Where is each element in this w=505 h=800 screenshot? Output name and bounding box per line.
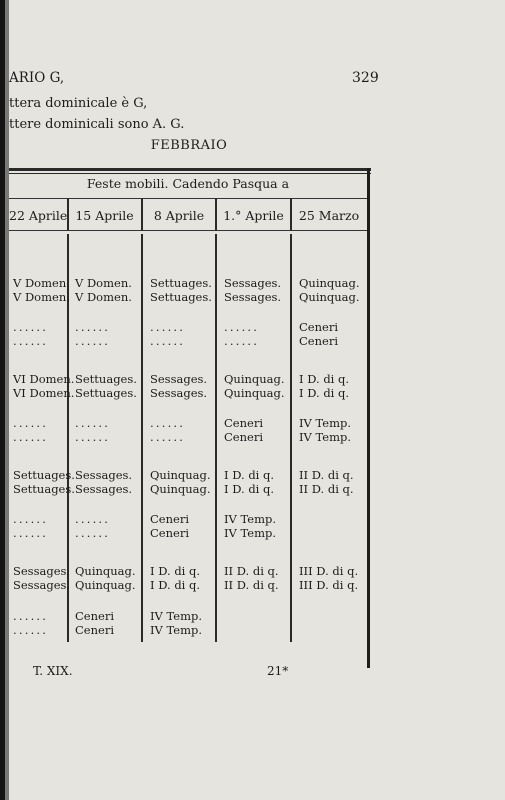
table-cell: Settuages. — [75, 372, 137, 386]
table-cell: IV Temp. — [224, 526, 277, 540]
table-cell: Sessages. — [150, 372, 208, 386]
table-cell: III D. di q. — [299, 578, 359, 592]
table-cell: ...... — [150, 334, 186, 348]
table-cell: Ceneri — [224, 416, 263, 430]
table-cell: V Domen. — [75, 276, 132, 290]
table-cell: Sessages. — [224, 276, 282, 290]
table-cell: Quinquag. — [224, 372, 285, 386]
table-cell: Sessages. — [75, 482, 133, 496]
table-cell: I D. di q. — [150, 578, 201, 592]
table-cell: Ceneri — [75, 623, 114, 637]
column-header: 15 Aprile — [75, 208, 134, 223]
table-cell: Quinquag. — [224, 386, 285, 400]
table-cell: II D. di q. — [299, 482, 354, 496]
table-cell: Sessages. — [75, 468, 133, 482]
table-cell: II D. di q. — [224, 578, 279, 592]
table-cell: I D. di q. — [150, 564, 201, 578]
table-cell: ...... — [224, 320, 260, 334]
column-separator — [215, 234, 217, 642]
table-cell: Quinquag. — [150, 468, 211, 482]
table-cell: Quinquag. — [150, 482, 211, 496]
table-cell: III D. di q. — [299, 564, 359, 578]
page-number: 329 — [352, 70, 379, 86]
table-right-rule — [367, 168, 370, 668]
table-cell: V Domen. — [13, 276, 70, 290]
column-header: 8 Aprile — [153, 208, 205, 223]
table-cell: Ceneri — [299, 320, 338, 334]
table-cell: ...... — [13, 609, 49, 623]
table-top-rule-thin — [9, 173, 371, 174]
table-cell: VI Domen. — [13, 372, 75, 386]
dominical-letters-line: ttere dominicali sono A. G. — [9, 117, 185, 132]
table-cell: Sessages. — [13, 578, 71, 592]
header-divider — [9, 230, 367, 231]
table-cell: ...... — [13, 526, 49, 540]
table-cell: Ceneri — [224, 430, 263, 444]
table-cell: ...... — [224, 334, 260, 348]
table-cell: ...... — [150, 416, 186, 430]
column-header: 25 Marzo — [298, 208, 360, 223]
table-cell: Settuages. — [150, 290, 212, 304]
printer-signature: 21* — [267, 664, 289, 678]
table-cell: Sessages. — [150, 386, 208, 400]
table-cell: Quinquag. — [75, 578, 136, 592]
table-cell: ...... — [13, 416, 49, 430]
calendar-title: ARIO G, — [9, 70, 65, 86]
table-cell: IV Temp. — [299, 416, 352, 430]
table-cell: VI Domen. — [13, 386, 75, 400]
table-cell: IV Temp. — [224, 512, 277, 526]
table-cell: Quinquag. — [75, 564, 136, 578]
table-cell: ...... — [13, 512, 49, 526]
column-separator — [290, 234, 292, 642]
table-cell: Quinquag. — [299, 276, 360, 290]
table-cell: ...... — [75, 320, 111, 334]
table-cell: I D. di q. — [224, 468, 275, 482]
column-header: 1.° Aprile — [223, 208, 284, 223]
column-header: 22 Aprile — [9, 208, 68, 223]
table-cell: Ceneri — [150, 512, 189, 526]
table-cell: V Domen. — [75, 290, 132, 304]
table-cell: Settuages. — [13, 468, 75, 482]
table-cell: ...... — [75, 334, 111, 348]
table-cell: V Domen. — [13, 290, 70, 304]
table-cell: Ceneri — [299, 334, 338, 348]
table-cell: Quinquag. — [299, 290, 360, 304]
table-cell: Ceneri — [150, 526, 189, 540]
month-heading: FEBBRAIO — [150, 138, 228, 153]
table-cell: ...... — [75, 430, 111, 444]
table-cell: ...... — [13, 430, 49, 444]
table-cell: ...... — [13, 623, 49, 637]
table-cell: ...... — [75, 512, 111, 526]
table-cell: Sessages. — [224, 290, 282, 304]
table-cell: Ceneri — [75, 609, 114, 623]
table-cell: ...... — [13, 334, 49, 348]
table-cell: I D. di q. — [224, 482, 275, 496]
moveable-feasts-table — [9, 168, 371, 668]
table-cell: Settuages. — [13, 482, 75, 496]
column-separator — [141, 234, 143, 642]
book-page — [9, 0, 505, 800]
volume-number: T. XIX. — [33, 664, 73, 678]
table-cell: ...... — [13, 320, 49, 334]
table-cell: ...... — [150, 320, 186, 334]
table-cell: Settuages. — [75, 386, 137, 400]
table-cell: Settuages. — [150, 276, 212, 290]
dominical-letter-line: ttera dominicale è G, — [9, 96, 148, 111]
table-caption: Feste mobili. Cadendo Pasqua a — [86, 176, 290, 191]
table-cell: Sessages. — [13, 564, 71, 578]
table-cell: II D. di q. — [299, 468, 354, 482]
caption-divider — [9, 198, 367, 199]
table-cell: ...... — [150, 430, 186, 444]
table-top-rule — [9, 168, 371, 171]
table-cell: ...... — [75, 526, 111, 540]
table-cell: ...... — [75, 416, 111, 430]
table-cell: II D. di q. — [224, 564, 279, 578]
table-cell: IV Temp. — [150, 609, 203, 623]
table-cell: IV Temp. — [299, 430, 352, 444]
table-cell: I D. di q. — [299, 372, 350, 386]
table-cell: I D. di q. — [299, 386, 350, 400]
table-cell: IV Temp. — [150, 623, 203, 637]
